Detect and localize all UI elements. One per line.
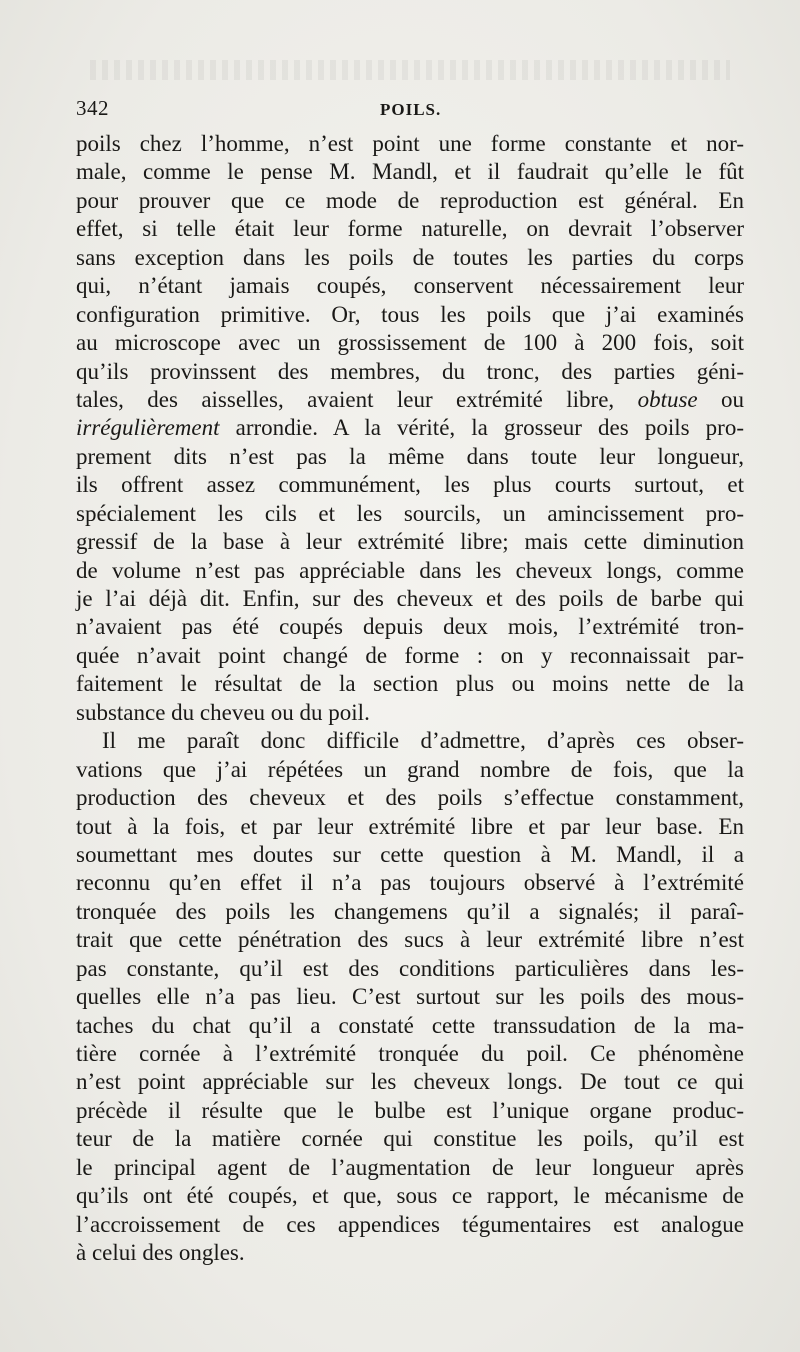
text-line: male, comme le pense M. Mandl, et il faudrait qu’elle le fût [76, 159, 744, 185]
running-head: POILS. [380, 100, 442, 119]
text-line: configuration primitive. Or, tous les poils que j’ai examinés [76, 301, 744, 327]
text-segment: ou [721, 386, 745, 412]
text-line-with-italic [76, 414, 744, 442]
page-number: 342 [76, 96, 109, 120]
text-line: vations que j’ai répétées un grand nombre de fois, que la [76, 756, 744, 782]
text-line: n’est point appréciable sur les cheveux longs. De tout ce qui [76, 1069, 744, 1095]
text-line: qu’ils ont été coupés, et que, sous ce rapport, le mécanisme de [76, 1183, 744, 1209]
text-line-with-italic [76, 386, 744, 414]
text-line: taches du chat qu’il a constaté cette transsudation de la ma- [76, 1012, 744, 1038]
text-line: au microscope avec un grossissement de 100 à 200 fois, soit [76, 330, 744, 356]
text-line: reconnu qu’en effet il n’a pas toujours observé à l’extrémité [76, 870, 744, 896]
text-line: à celui des ongles. [76, 1240, 245, 1266]
text-line: ils offrent assez communément, les plus courts surtout, et [76, 472, 744, 498]
italic-word: irrégulièrement [76, 415, 220, 441]
text-segment: tales, des aisselles, avaient leur extrémité libre, [76, 386, 615, 412]
text-line: spécialement les cils et les sourcils, un amincissement pro- [76, 500, 744, 526]
text-line: sans exception dans les poils de toutes les parties du corps [76, 244, 744, 270]
text-line: pour prouver que ce mode de reproduction est général. En [76, 187, 744, 213]
text-line: tout à la fois, et par leur extrémité libre et par leur base. En [76, 813, 744, 839]
text-line: précède il résulte que le bulbe est l’unique organe produc- [76, 1097, 744, 1123]
text-line: substance du cheveu ou du poil. [76, 699, 370, 725]
text-line: quelles elle n’a pas lieu. C’est surtout sur les poils des mous- [76, 984, 744, 1010]
text-line: gressif de la base à leur extrémité libre; mais cette diminution [76, 529, 744, 555]
text-line: tronquée des poils les changemens qu’il a signalés; il paraî- [76, 898, 744, 924]
text-line: l’accroissement de ces appendices tégumentaires est analogue [76, 1211, 744, 1237]
text-line: qu’ils provinssent des membres, du tronc, des parties géni- [76, 358, 744, 384]
italic-word: obtuse [637, 386, 698, 412]
text-line: le principal agent de l’augmentation de leur longueur après [76, 1154, 744, 1180]
text-line: faitement le résultat de la section plus ou moins nette de la [76, 671, 744, 697]
text-line: effet, si telle était leur forme naturelle, on devrait l’observer [76, 216, 744, 242]
text-line: de volume n’est pas appréciable dans les cheveux longs, comme [76, 557, 744, 583]
text-segment: arrondie. A la vérité, la grosseur des poils pro- [235, 415, 745, 441]
text-line: soumettant mes doutes sur cette question à M. Mandl, il a [76, 841, 744, 867]
text-line: trait que cette pénétration des sucs à leur extrémité libre n’est [76, 927, 744, 953]
text-line: pas constante, qu’il est des conditions particulières dans les- [76, 955, 744, 981]
text-line: teur de la matière cornée qui constitue les poils, qu’il est [76, 1126, 744, 1152]
text-line: je l’ai déjà dit. Enfin, sur des cheveux et des poils de barbe qui [76, 586, 744, 611]
text-line: tière cornée à l’extrémité tronquée du poil. Ce phénomène [76, 1041, 744, 1066]
text-line: production des cheveux et des poils s’effectue constamment, [76, 785, 744, 811]
text-line: quée n’avait point changé de forme : on y reconnaissait par- [76, 642, 744, 668]
show-through-bleed [90, 60, 730, 80]
text-line: Il me paraît donc difficile d’admettre, d’après ces obser- [102, 728, 744, 754]
text-line: prement dits n’est pas la même dans toute leur longueur, [76, 443, 744, 469]
text-line: poils chez l’homme, n’est point une forme constante et nor- [76, 131, 744, 156]
text-line: qui, n’étant jamais coupés, conservent nécessairement leur [76, 273, 744, 299]
text-line: n’avaient pas été coupés depuis deux mois, l’extrémité tron- [76, 614, 744, 640]
body-text [76, 130, 744, 1268]
page-header [76, 96, 740, 126]
